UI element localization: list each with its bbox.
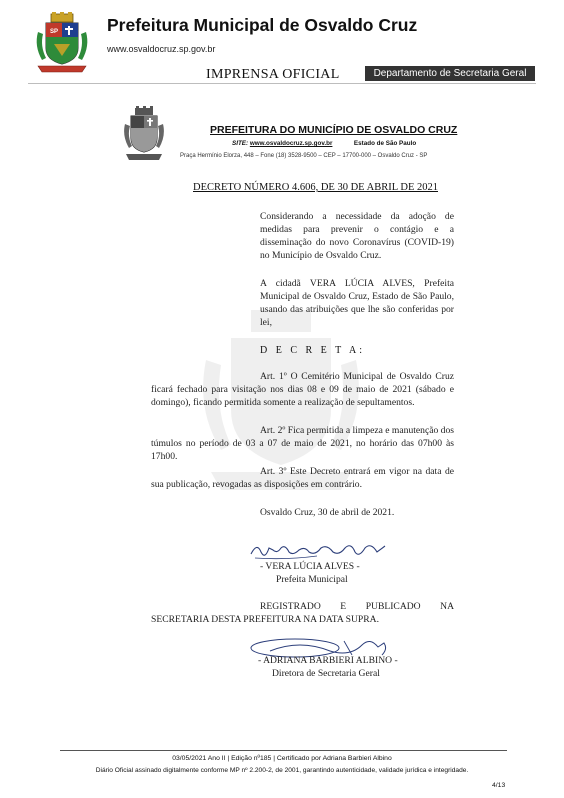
article-3: Art. 3º Este Decreto entrará em vigor na data de sua publicação, revogadas as disposições em contrário. xyxy=(151,466,454,490)
decree-title: DECRETO NÚMERO 4.606, DE 30 DE ABRIL DE 2021 xyxy=(193,182,438,193)
site-label: SITE: xyxy=(232,140,249,147)
registrado-word-1: REGISTRADO xyxy=(260,601,321,612)
department-badge: Departamento de Secretaria Geral xyxy=(365,66,535,81)
letterhead-address: Praça Hermínio Elorza, 448 – Fone (18) 3528-9500 – CEP – 17700-000 – Osvaldo Cruz - SP xyxy=(180,153,428,159)
registrado-line-2: SECRETARIA DESTA PREFEITURA NA DATA SUPRA. xyxy=(151,614,379,625)
site-url-link[interactable]: www.osvaldocruz.sp.gov.br xyxy=(249,140,333,147)
secretary-name: - ADRIANA BARBIERI ALBINO - xyxy=(258,655,398,666)
crest-sp-text: SP xyxy=(49,29,59,35)
footer-legal-line: Diário Oficial assinado digitalmente conforme MP nº 2.200-2, de 2001, garantindo autenticidade, validade jurídica e integridade. xyxy=(95,767,469,774)
decreta-heading: D E C R E T A: xyxy=(260,345,365,356)
article-1: Art. 1º O Cemitério Municipal de Osvaldo Cruz ficará fechado para visitação nos dias 08 e 09 de maio de 2021 (sábado e domingo), ficando permitida somente a realização de sepultamentos. xyxy=(151,371,454,408)
footer-divider xyxy=(60,750,507,751)
letterhead-crest-icon xyxy=(122,106,166,164)
mayor-name: - VERA LÚCIA ALVES - xyxy=(260,561,360,572)
article-2: Art. 2º Fica permitida a limpeza e manutenção dos túmulos no período de 03 a 07 de maio de 2021, no horário das 07h00 às 17h00. xyxy=(151,425,454,462)
header-divider xyxy=(28,83,536,84)
registrado-line-1 xyxy=(260,601,454,612)
secretary-role: Diretora de Secretaria Geral xyxy=(272,668,380,679)
mayor-handwritten-signature xyxy=(247,538,397,562)
letterhead-org-title: PREFEITURA DO MUNICÍPIO DE OSVALDO CRUZ xyxy=(210,124,458,136)
mayor-role: Prefeita Municipal xyxy=(276,574,348,585)
registrado-word-4: NA xyxy=(440,601,454,612)
place-date: Osvaldo Cruz, 30 de abril de 2021. xyxy=(260,507,395,518)
state-name: Estado de São Paulo xyxy=(353,140,417,147)
publication-name: IMPRENSA OFICIAL xyxy=(206,67,340,82)
header-title: Prefeitura Municipal de Osvaldo Cruz xyxy=(107,15,418,35)
registrado-word-2: E xyxy=(340,601,347,612)
municipal-crest-icon xyxy=(32,12,92,76)
page-number: 4/13 xyxy=(492,782,506,789)
letterhead-site-line xyxy=(232,140,416,147)
footer-edition-line: 03/05/2021 Ano II | Edição nº185 | Certificado por Adriana Barbieri Albino xyxy=(172,755,392,762)
header-url[interactable]: www.osvaldocruz.sp.gov.br xyxy=(107,44,216,54)
preamble-paragraph: A cidadã VERA LÚCIA ALVES, Prefeita Municipal de Osvaldo Cruz, Estado de São Paulo, usando das atribuições que lhe são conferidas por lei, xyxy=(260,278,454,328)
registrado-word-3: PUBLICADO xyxy=(365,601,421,612)
considerando-paragraph: Considerando a necessidade da adoção de medidas para prevenir o contágio e a disseminação do novo Coronavírus (COVID-19) no Município de Osvaldo Cruz. xyxy=(260,211,454,261)
